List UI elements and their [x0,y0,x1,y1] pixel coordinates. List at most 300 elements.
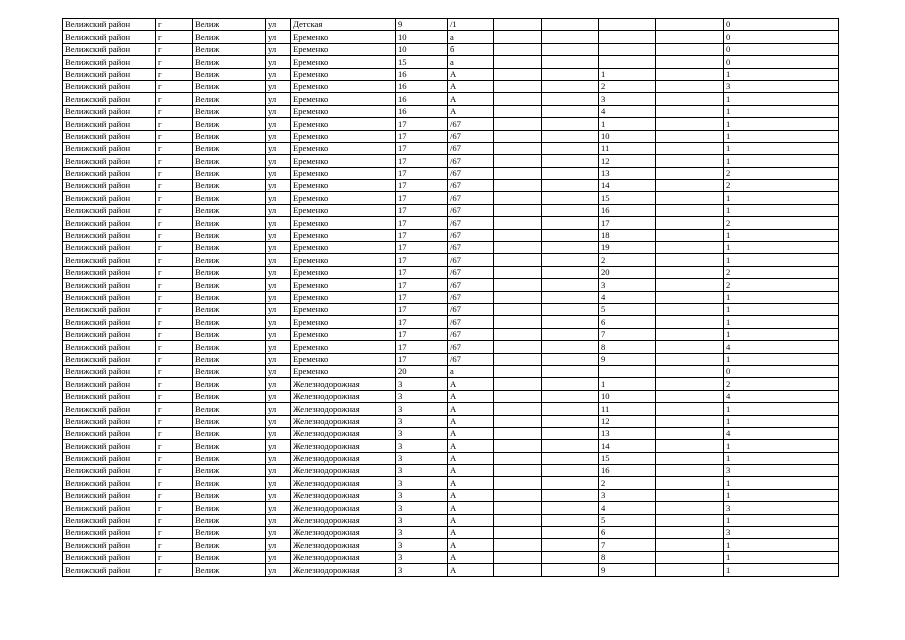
blank-cell-2 [542,118,599,130]
locality-type-cell: г [156,31,193,43]
blank-cell-3 [656,502,724,514]
street-cell: Железнодорожная [291,502,396,514]
locality-cell: Велиж [193,440,266,452]
house-number-cell: 3 [396,489,448,501]
locality-type-cell: г [156,242,193,254]
count-cell: 2 [724,167,839,179]
blank-cell-3 [656,514,724,526]
count-cell: 1 [724,291,839,303]
house-suffix-cell: А [448,80,494,92]
house-number-cell: 17 [396,155,448,167]
locality-cell: Велиж [193,477,266,489]
district-cell: Велижский район [63,31,156,43]
house-number-cell: 17 [396,192,448,204]
district-cell: Велижский район [63,502,156,514]
house-number-cell: 16 [396,93,448,105]
table-row [63,403,839,415]
house-number-cell: 16 [396,105,448,117]
locality-cell: Велиж [193,80,266,92]
blank-cell-1 [494,229,542,241]
house-suffix-cell: /67 [448,328,494,340]
house-number-cell: 17 [396,242,448,254]
table-row [63,254,839,266]
street-cell: Еременко [291,229,396,241]
locality-type-cell: г [156,68,193,80]
street-cell: Железнодорожная [291,403,396,415]
house-suffix-cell: А [448,452,494,464]
street-type-cell: ул [266,551,291,563]
count-cell: 1 [724,192,839,204]
district-cell: Велижский район [63,415,156,427]
apartment-cell: 10 [599,130,656,142]
table-row [63,303,839,315]
table-row [63,93,839,105]
locality-type-cell: г [156,378,193,390]
apartment-cell: 9 [599,353,656,365]
blank-cell-1 [494,180,542,192]
house-number-cell: 15 [396,56,448,68]
blank-cell-2 [542,291,599,303]
blank-cell-3 [656,93,724,105]
house-number-cell: 3 [396,539,448,551]
blank-cell-1 [494,279,542,291]
table-row [63,527,839,539]
count-cell: 0 [724,43,839,55]
table-row [63,56,839,68]
blank-cell-3 [656,19,724,31]
house-number-cell: 3 [396,564,448,576]
blank-cell-3 [656,43,724,55]
blank-cell-3 [656,31,724,43]
house-number-cell: 9 [396,19,448,31]
street-type-cell: ул [266,142,291,154]
blank-cell-3 [656,316,724,328]
count-cell: 1 [724,118,839,130]
house-number-cell: 17 [396,291,448,303]
house-number-cell: 3 [396,527,448,539]
street-type-cell: ул [266,80,291,92]
house-suffix-cell: /67 [448,303,494,315]
house-suffix-cell: А [448,477,494,489]
blank-cell-2 [542,502,599,514]
locality-cell: Велиж [193,341,266,353]
street-cell: Железнодорожная [291,390,396,402]
house-suffix-cell: А [448,415,494,427]
blank-cell-2 [542,242,599,254]
locality-cell: Велиж [193,192,266,204]
locality-cell: Велиж [193,551,266,563]
street-cell: Железнодорожная [291,489,396,501]
locality-cell: Велиж [193,19,266,31]
blank-cell-3 [656,551,724,563]
district-cell: Велижский район [63,539,156,551]
table-row [63,378,839,390]
house-suffix-cell: /67 [448,118,494,130]
house-suffix-cell: А [448,378,494,390]
apartment-cell: 12 [599,415,656,427]
apartment-cell: 7 [599,539,656,551]
district-cell: Велижский район [63,254,156,266]
blank-cell-3 [656,564,724,576]
house-number-cell: 17 [396,118,448,130]
street-type-cell: ул [266,303,291,315]
table-row [63,316,839,328]
blank-cell-2 [542,564,599,576]
locality-cell: Велиж [193,167,266,179]
count-cell: 1 [724,489,839,501]
apartment-cell: 1 [599,378,656,390]
count-cell: 1 [724,564,839,576]
street-type-cell: ул [266,291,291,303]
street-cell: Железнодорожная [291,415,396,427]
blank-cell-2 [542,31,599,43]
count-cell: 1 [724,353,839,365]
count-cell: 1 [724,551,839,563]
locality-type-cell: г [156,527,193,539]
blank-cell-3 [656,365,724,377]
house-suffix-cell: А [448,105,494,117]
locality-type-cell: г [156,390,193,402]
street-cell: Еременко [291,56,396,68]
street-type-cell: ул [266,229,291,241]
apartment-cell: 18 [599,229,656,241]
count-cell: 4 [724,390,839,402]
street-cell: Еременко [291,353,396,365]
blank-cell-2 [542,390,599,402]
street-cell: Еременко [291,118,396,130]
apartment-cell: 9 [599,564,656,576]
district-cell: Велижский район [63,440,156,452]
house-suffix-cell: /67 [448,167,494,179]
locality-type-cell: г [156,279,193,291]
blank-cell-2 [542,254,599,266]
house-suffix-cell: а [448,31,494,43]
table-row [63,427,839,439]
table-row [63,440,839,452]
locality-type-cell: г [156,489,193,501]
house-suffix-cell: /67 [448,192,494,204]
locality-cell: Велиж [193,539,266,551]
locality-cell: Велиж [193,266,266,278]
house-number-cell: 17 [396,303,448,315]
table-row [63,551,839,563]
street-type-cell: ул [266,514,291,526]
table-row [63,514,839,526]
locality-cell: Велиж [193,118,266,130]
street-type-cell: ул [266,341,291,353]
blank-cell-1 [494,452,542,464]
apartment-cell: 4 [599,502,656,514]
house-suffix-cell: А [448,427,494,439]
count-cell: 1 [724,93,839,105]
locality-cell: Велиж [193,242,266,254]
blank-cell-2 [542,19,599,31]
street-cell: Еременко [291,341,396,353]
blank-cell-1 [494,489,542,501]
house-suffix-cell: /67 [448,341,494,353]
count-cell: 1 [724,415,839,427]
blank-cell-2 [542,403,599,415]
locality-type-cell: г [156,80,193,92]
blank-cell-2 [542,93,599,105]
blank-cell-1 [494,118,542,130]
table-row [63,564,839,576]
blank-cell-3 [656,142,724,154]
house-suffix-cell: /67 [448,291,494,303]
blank-cell-1 [494,105,542,117]
street-cell: Железнодорожная [291,477,396,489]
blank-cell-3 [656,465,724,477]
house-suffix-cell: А [448,93,494,105]
blank-cell-3 [656,180,724,192]
district-cell: Велижский район [63,266,156,278]
district-cell: Велижский район [63,105,156,117]
blank-cell-3 [656,477,724,489]
locality-cell: Велиж [193,43,266,55]
apartment-cell [599,365,656,377]
street-type-cell: ул [266,167,291,179]
blank-cell-1 [494,502,542,514]
house-suffix-cell: А [448,403,494,415]
count-cell: 4 [724,341,839,353]
blank-cell-1 [494,365,542,377]
district-cell: Велижский район [63,452,156,464]
blank-cell-1 [494,378,542,390]
house-suffix-cell: /67 [448,254,494,266]
blank-cell-1 [494,303,542,315]
blank-cell-1 [494,242,542,254]
district-cell: Велижский район [63,551,156,563]
address-table [62,18,839,577]
house-number-cell: 3 [396,440,448,452]
street-type-cell: ул [266,440,291,452]
district-cell: Велижский район [63,378,156,390]
street-type-cell: ул [266,266,291,278]
locality-cell: Велиж [193,527,266,539]
count-cell: 3 [724,80,839,92]
street-type-cell: ул [266,192,291,204]
locality-type-cell: г [156,254,193,266]
table-row [63,365,839,377]
locality-type-cell: г [156,403,193,415]
house-number-cell: 3 [396,390,448,402]
blank-cell-2 [542,279,599,291]
blank-cell-1 [494,192,542,204]
blank-cell-2 [542,341,599,353]
locality-cell: Велиж [193,204,266,216]
district-cell: Велижский район [63,328,156,340]
apartment-cell: 4 [599,291,656,303]
blank-cell-1 [494,341,542,353]
street-cell: Железнодорожная [291,514,396,526]
district-cell: Велижский район [63,403,156,415]
district-cell: Велижский район [63,142,156,154]
table-row [63,390,839,402]
street-cell: Железнодорожная [291,378,396,390]
count-cell: 1 [724,155,839,167]
count-cell: 1 [724,254,839,266]
blank-cell-1 [494,465,542,477]
locality-type-cell: г [156,316,193,328]
blank-cell-1 [494,266,542,278]
apartment-cell: 14 [599,180,656,192]
table-row [63,80,839,92]
house-number-cell: 17 [396,279,448,291]
blank-cell-2 [542,316,599,328]
house-suffix-cell: А [448,514,494,526]
house-number-cell: 3 [396,514,448,526]
locality-type-cell: г [156,452,193,464]
district-cell: Велижский район [63,80,156,92]
locality-cell: Велиж [193,316,266,328]
locality-type-cell: г [156,217,193,229]
blank-cell-3 [656,341,724,353]
blank-cell-1 [494,130,542,142]
blank-cell-1 [494,56,542,68]
locality-cell: Велиж [193,415,266,427]
locality-cell: Велиж [193,452,266,464]
count-cell: 1 [724,539,839,551]
blank-cell-1 [494,43,542,55]
district-cell: Велижский район [63,155,156,167]
blank-cell-3 [656,118,724,130]
count-cell: 4 [724,427,839,439]
blank-cell-2 [542,130,599,142]
table-row [63,415,839,427]
count-cell: 3 [724,465,839,477]
house-suffix-cell: А [448,551,494,563]
locality-type-cell: г [156,328,193,340]
house-number-cell: 17 [396,217,448,229]
locality-type-cell: г [156,180,193,192]
locality-type-cell: г [156,56,193,68]
house-suffix-cell: /67 [448,242,494,254]
locality-type-cell: г [156,105,193,117]
blank-cell-3 [656,378,724,390]
house-suffix-cell: а [448,56,494,68]
locality-type-cell: г [156,142,193,154]
street-type-cell: ул [266,378,291,390]
blank-cell-3 [656,440,724,452]
locality-type-cell: г [156,167,193,179]
table-row [63,105,839,117]
street-cell: Еременко [291,365,396,377]
blank-cell-2 [542,465,599,477]
street-type-cell: ул [266,477,291,489]
locality-cell: Велиж [193,279,266,291]
district-cell: Велижский район [63,353,156,365]
blank-cell-3 [656,539,724,551]
apartment-cell: 2 [599,254,656,266]
apartment-cell: 10 [599,390,656,402]
count-cell: 1 [724,229,839,241]
apartment-cell: 11 [599,403,656,415]
blank-cell-1 [494,155,542,167]
locality-cell: Велиж [193,564,266,576]
table-row [63,291,839,303]
locality-cell: Велиж [193,489,266,501]
table-row [63,204,839,216]
house-number-cell: 17 [396,266,448,278]
street-type-cell: ул [266,279,291,291]
blank-cell-3 [656,130,724,142]
district-cell: Велижский район [63,303,156,315]
street-type-cell: ул [266,465,291,477]
house-number-cell: 3 [396,477,448,489]
street-cell: Детская [291,19,396,31]
count-cell: 1 [724,242,839,254]
district-cell: Велижский район [63,167,156,179]
blank-cell-1 [494,204,542,216]
street-cell: Еременко [291,167,396,179]
count-cell: 0 [724,31,839,43]
count-cell: 1 [724,316,839,328]
blank-cell-2 [542,204,599,216]
district-cell: Велижский район [63,465,156,477]
table-body [63,19,839,577]
blank-cell-2 [542,80,599,92]
blank-cell-2 [542,551,599,563]
street-type-cell: ул [266,403,291,415]
blank-cell-2 [542,452,599,464]
blank-cell-1 [494,19,542,31]
locality-cell: Велиж [193,229,266,241]
house-suffix-cell: /67 [448,266,494,278]
blank-cell-2 [542,229,599,241]
house-number-cell: 3 [396,427,448,439]
house-number-cell: 17 [396,328,448,340]
street-cell: Еременко [291,43,396,55]
house-suffix-cell: /67 [448,180,494,192]
locality-type-cell: г [156,440,193,452]
street-type-cell: ул [266,489,291,501]
blank-cell-3 [656,279,724,291]
street-type-cell: ул [266,316,291,328]
district-cell: Велижский район [63,291,156,303]
table-row [63,341,839,353]
street-cell: Еременко [291,266,396,278]
locality-type-cell: г [156,539,193,551]
locality-type-cell: г [156,365,193,377]
house-number-cell: 16 [396,80,448,92]
house-number-cell: 10 [396,31,448,43]
street-cell: Еременко [291,204,396,216]
apartment-cell: 19 [599,242,656,254]
table-row [63,452,839,464]
blank-cell-2 [542,56,599,68]
table-row [63,229,839,241]
locality-cell: Велиж [193,514,266,526]
house-number-cell: 3 [396,452,448,464]
blank-cell-2 [542,489,599,501]
locality-cell: Велиж [193,303,266,315]
table-row [63,465,839,477]
blank-cell-1 [494,539,542,551]
street-cell: Еременко [291,192,396,204]
table-row [63,502,839,514]
house-number-cell: 3 [396,502,448,514]
table-row [63,142,839,154]
blank-cell-2 [542,440,599,452]
apartment-cell: 17 [599,217,656,229]
district-cell: Велижский район [63,341,156,353]
street-cell: Железнодорожная [291,551,396,563]
street-type-cell: ул [266,204,291,216]
apartment-cell: 12 [599,155,656,167]
blank-cell-1 [494,403,542,415]
blank-cell-2 [542,427,599,439]
apartment-cell: 1 [599,118,656,130]
